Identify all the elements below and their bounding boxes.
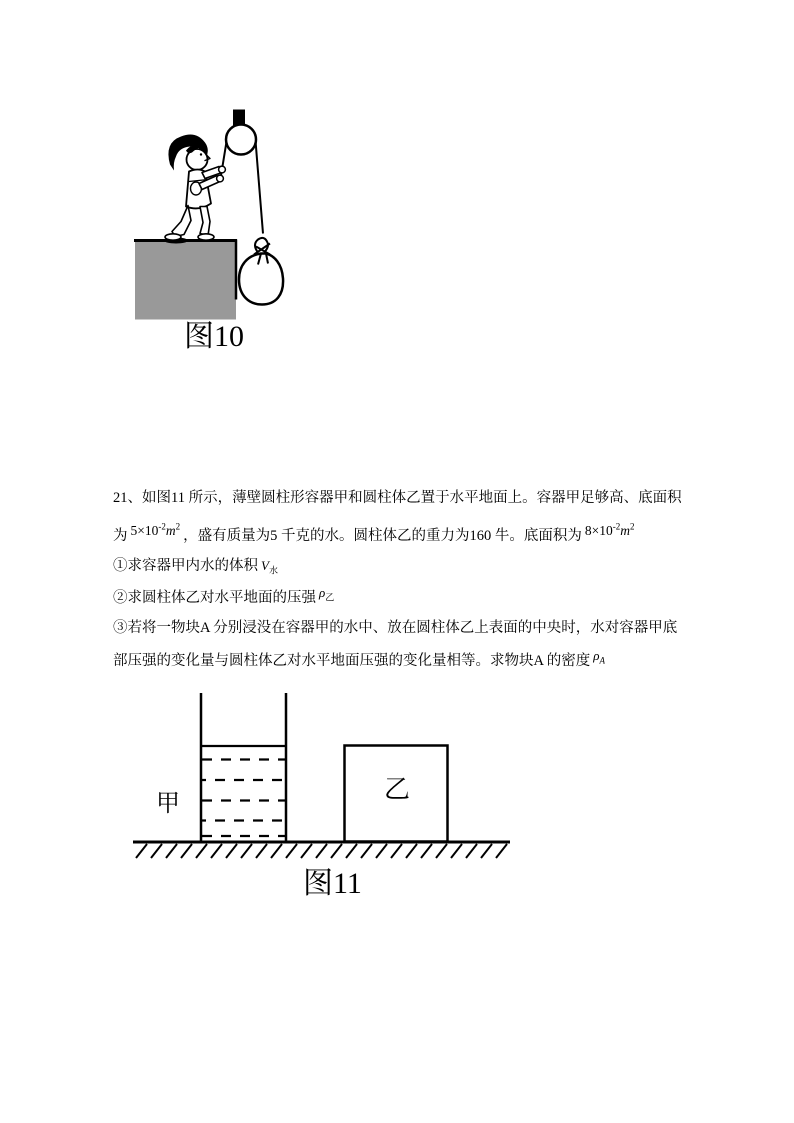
formula1-unit-exponent: 2 xyxy=(175,521,181,532)
left-leg xyxy=(172,206,191,237)
formula2-coeff: 8×10 xyxy=(584,523,613,538)
left-foot xyxy=(165,234,181,240)
problem-item-3-line-1 xyxy=(113,620,677,637)
density-symbol-a xyxy=(593,647,605,664)
sack xyxy=(239,238,283,305)
density-symbol-base: ρ xyxy=(593,648,600,663)
formula2-unit-exponent: 2 xyxy=(630,521,635,532)
figure11-caption: 图11 xyxy=(303,867,362,900)
pulley xyxy=(226,110,256,155)
item3-line1-text: ③若将一物块A 分别浸没在容器甲的水中、放在圆柱体乙上表面的中央时，水对容器甲底 xyxy=(113,620,678,636)
problem-item-1 xyxy=(113,557,278,575)
platform-block-body xyxy=(135,240,236,320)
boy-figure xyxy=(164,135,225,244)
eye xyxy=(200,153,202,155)
area-formula-yi xyxy=(585,522,635,539)
problem-item-3-line-2 xyxy=(113,648,606,670)
sack-body xyxy=(239,254,283,305)
item2-text: ②求圆柱体乙对水平地面的压强 xyxy=(113,590,316,606)
problem-line-1-text: 21、如图11 所示，薄壁圆柱形容器甲和圆柱体乙置于水平地面上。容器甲足够高、底面积 xyxy=(113,490,682,506)
item3-line2-text: 部压强的变化量与圆柱体乙对水平地面压强的变化量相等。求物块A 的密度 xyxy=(113,653,591,669)
pressure-symbol-yi xyxy=(319,584,334,601)
hand-upper xyxy=(219,166,226,173)
container-jia-label: 甲 xyxy=(156,791,180,817)
formula1-exponent: -2 xyxy=(158,521,166,532)
item1-text: ①求容器甲内水的体积 xyxy=(113,558,258,574)
volume-symbol-subscript: 水 xyxy=(268,565,278,576)
pulley-wheel xyxy=(226,125,256,155)
figure10-caption: 图10 xyxy=(184,320,244,353)
problem-item-2 xyxy=(113,585,335,607)
problem-line-2-prefix: 为 xyxy=(113,528,128,544)
cylinder-yi-label: 乙 xyxy=(384,775,411,804)
formula1-unit: m xyxy=(165,523,176,538)
volume-symbol-base: V xyxy=(261,558,269,573)
formula2-unit: m xyxy=(620,523,630,538)
ground-hatching xyxy=(136,844,507,858)
right-foot xyxy=(198,234,214,240)
figure11-illustration xyxy=(125,685,525,870)
platform-block xyxy=(134,240,237,320)
problem-line-1 xyxy=(113,490,682,507)
problem-line-2 xyxy=(113,521,638,545)
density-symbol-subscript: A xyxy=(599,655,606,666)
area-formula-jia xyxy=(131,522,181,539)
water-dashes xyxy=(202,760,285,837)
pressure-symbol-subscript: 乙 xyxy=(325,592,335,603)
volume-symbol xyxy=(261,557,278,574)
hand-lower xyxy=(217,175,224,182)
figure10-illustration xyxy=(120,95,300,325)
pressure-symbol-base: ρ xyxy=(319,585,326,600)
problem-line-2-middle: ，盛有质量为5 千克的水。圆柱体乙的重力为160 牛。底面积为 xyxy=(183,528,582,544)
right-leg xyxy=(200,207,210,236)
formula2-exponent: -2 xyxy=(612,521,621,532)
formula1-coeff: 5×10 xyxy=(130,523,159,538)
